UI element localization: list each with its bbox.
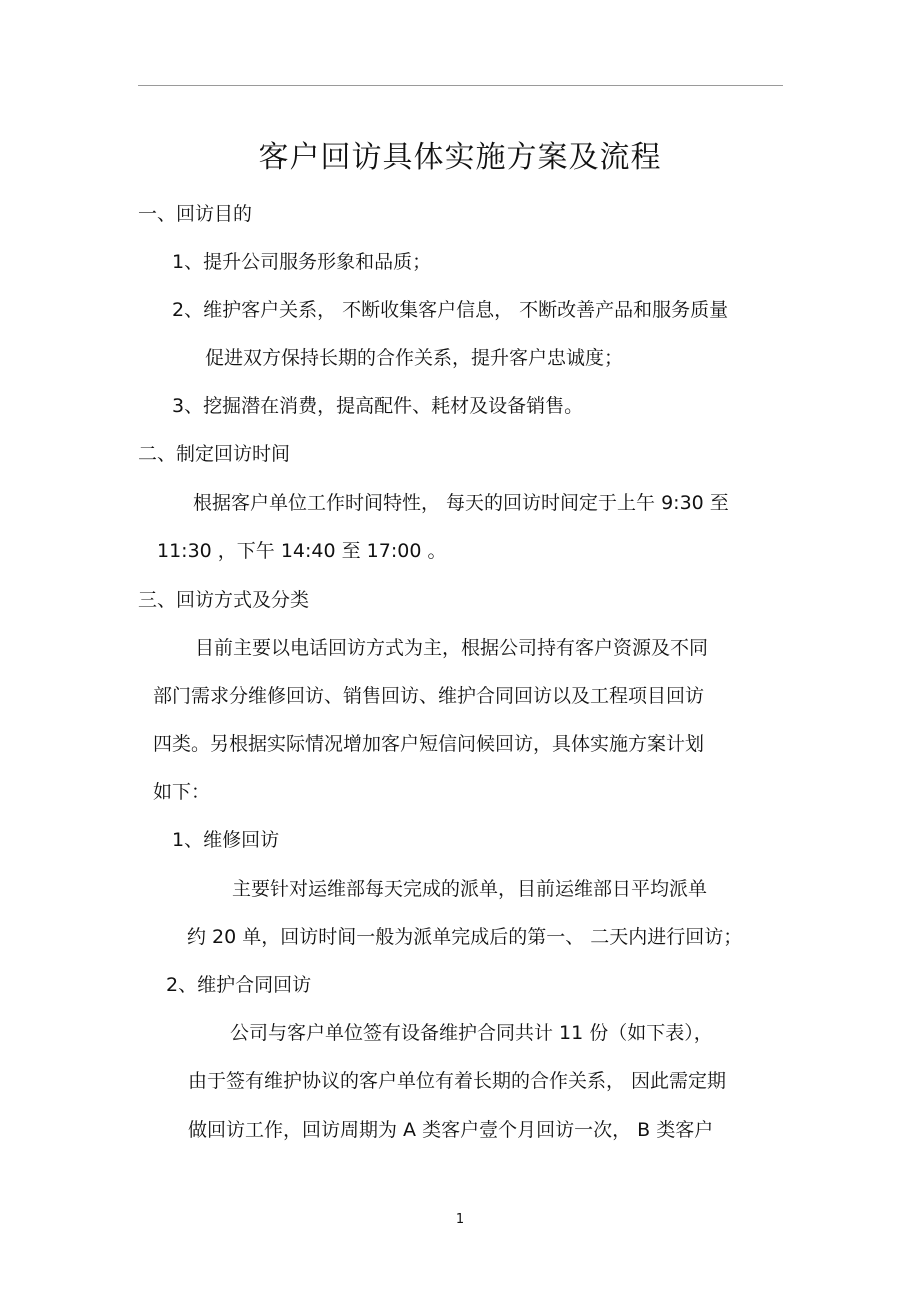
- header-rule: [138, 85, 783, 86]
- schedule-paragraph-line-2: 11:30 ，下午 14:40 至 17:00 。: [157, 540, 447, 562]
- section-heading-schedule: 二、制定回访时间: [138, 443, 291, 465]
- methods-paragraph-line-2: 部门需求分维修回访、销售回访、维护合同回访以及工程项目回访: [153, 685, 705, 707]
- contract-paragraph-line-2: 由于签有维护协议的客户单位有着长期的合作关系， 因此需定期: [188, 1070, 727, 1092]
- contract-paragraph-line-3: 做回访工作，回访周期为 A 类客户壹个月回访一次， B 类客户: [188, 1119, 714, 1141]
- contract-paragraph-line-1: 公司与客户单位签有设备维护合同共计 11 份（如下表），: [230, 1022, 713, 1044]
- page-number: 1: [455, 1212, 465, 1227]
- repair-paragraph-line-2: 约 20 单，回访时间一般为派单完成后的第一、 二天内进行回访；: [187, 926, 743, 948]
- methods-paragraph-line-1: 目前主要以电话回访方式为主，根据公司持有客户资源及不同: [195, 637, 709, 659]
- repair-paragraph-line-1: 主要针对运维部每天完成的派单，目前运维部日平均派单: [232, 878, 708, 900]
- subsection-contract-visits: 2、维护合同回访: [166, 974, 312, 996]
- purpose-item-1: 1、提升公司服务形象和品质；: [172, 251, 432, 273]
- methods-paragraph-line-3: 四类。另根据实际情况增加客户短信问候回访，具体实施方案计划: [153, 733, 705, 755]
- subsection-repair-visits: 1、维修回访: [172, 829, 280, 851]
- schedule-paragraph-line-1: 根据客户单位工作时间特性， 每天的回访时间定于上午 9:30 至: [193, 492, 729, 514]
- methods-paragraph-line-4: 如下：: [153, 781, 211, 803]
- document-title: 客户回访具体实施方案及流程: [258, 140, 662, 175]
- purpose-item-2-continued: 促进双方保持长期的合作关系，提升客户忠诚度；: [205, 347, 624, 369]
- section-heading-methods: 三、回访方式及分类: [138, 589, 310, 611]
- section-heading-purpose: 一、回访目的: [138, 203, 253, 225]
- purpose-item-3: 3、挖掘潜在消费，提高配件、耗材及设备销售。: [172, 395, 584, 417]
- purpose-item-2: 2、维护客户关系， 不断收集客户信息， 不断改善产品和服务质量: [172, 299, 729, 321]
